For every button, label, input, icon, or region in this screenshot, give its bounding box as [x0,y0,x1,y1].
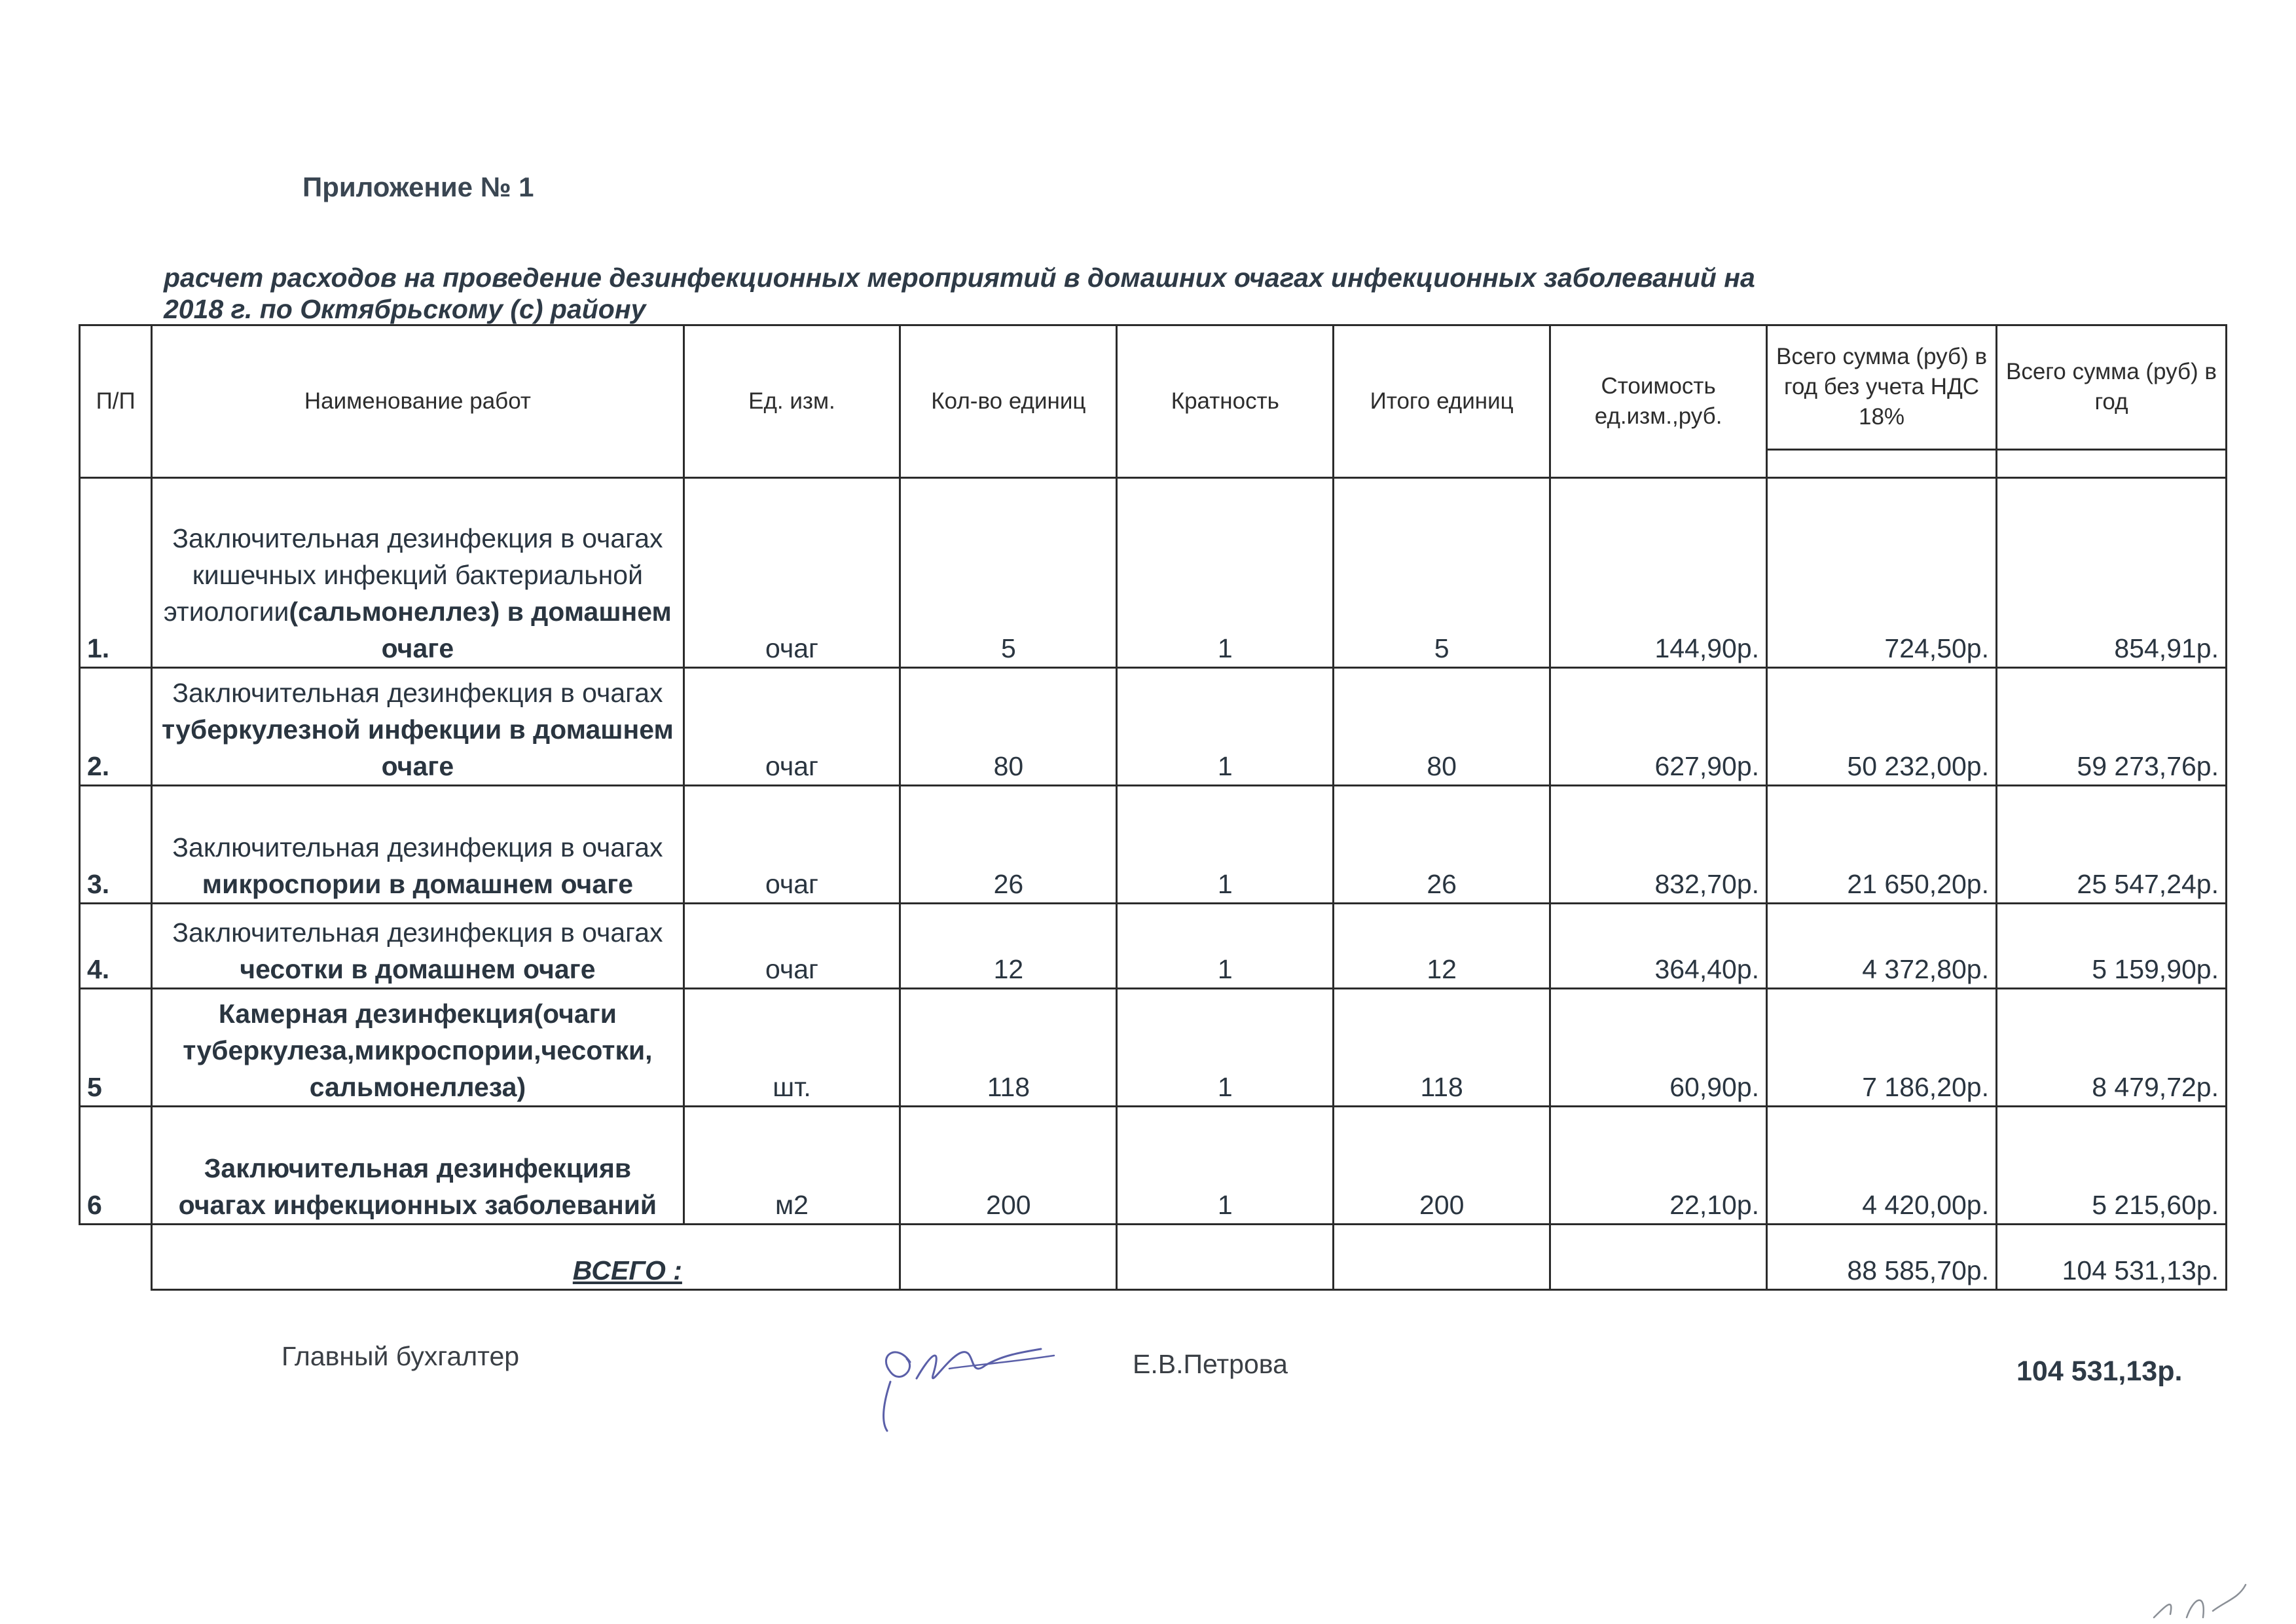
table-row [80,478,2227,668]
mult-cell: 1 [1117,668,1334,786]
unit-cell: шт. [683,989,900,1107]
row-number: 3. [80,786,152,904]
work-name-plain: Заключительная дезинфекция в очагах [172,832,663,862]
work-name [152,786,683,904]
work-name [152,989,683,1107]
unit-cell: м2 [683,1107,900,1225]
signer-name: Е.В.Петрова [1133,1349,1288,1379]
header-name: Наименование работ [152,325,683,478]
header-sum-year: Всего сумма (руб) в год [1997,325,2227,450]
work-name-bold: микроспории в домашнем очаге [202,869,633,899]
row-number: 5 [80,989,152,1107]
total-units-cell: 12 [1334,904,1550,989]
header-mult: Кратность [1117,325,1334,478]
work-name-bold: Камерная дезинфекция(очаги туберкулеза,микроспории,чесотки, сальмонеллеза) [183,999,653,1102]
sum-year-cell: 59 273,76р. [1997,668,2227,786]
work-name [152,478,683,668]
total-sum-no-vat: 88 585,70р. [1767,1225,1997,1290]
row-number: 2. [80,668,152,786]
table-row [80,904,2227,989]
sum-no-vat-cell: 4 372,80р. [1767,904,1997,989]
work-name-plain: Заключительная дезинфекция в очагах [172,678,663,708]
unit-cost-cell: 144,90р. [1550,478,1767,668]
total-empty-cell [1334,1225,1550,1290]
table-header-row [80,325,2227,450]
mult-cell: 1 [1117,989,1334,1107]
work-name-bold: Заключительная дезинфекцияв очагах инфекционных заболеваний [178,1153,657,1220]
unit-cost-cell: 22,10р. [1550,1107,1767,1225]
work-name-bold: (сальмонеллез) в домашнем очаге [289,597,672,663]
total-sum-year: 104 531,13р. [1997,1225,2227,1290]
corner-initials-mark [2147,1572,2252,1624]
row-number: 6 [80,1107,152,1225]
table-row [80,1107,2227,1225]
signature-image [871,1316,1067,1447]
qty-cell: 26 [900,786,1117,904]
mult-cell: 1 [1117,904,1334,989]
unit-cost-cell: 832,70р. [1550,786,1767,904]
sum-no-vat-cell: 50 232,00р. [1767,668,1997,786]
total-label: ВСЕГО : [152,1225,900,1290]
header-unit-cost: Стоимость ед.изм.,руб. [1550,325,1767,478]
work-name-bold: туберкулезной инфекции в домашнем очаге [161,714,674,781]
unit-cell: очаг [683,668,900,786]
total-row [80,1225,2227,1290]
cost-table [79,324,2227,1291]
unit-cell: очаг [683,904,900,989]
qty-cell: 5 [900,478,1117,668]
header-total-units: Итого единиц [1334,325,1550,478]
unit-cost-cell: 60,90р. [1550,989,1767,1107]
sum-year-cell: 5 215,60р. [1997,1107,2227,1225]
sum-year-cell: 8 479,72р. [1997,989,2227,1107]
total-units-cell: 200 [1334,1107,1550,1225]
qty-cell: 200 [900,1107,1117,1225]
total-units-cell: 118 [1334,989,1550,1107]
unit-cost-cell: 364,40р. [1550,904,1767,989]
mult-cell: 1 [1117,786,1334,904]
work-name-plain: Заключительная дезинфекция в очагах кишечных инфекций бактериальной этиологии [163,523,663,627]
grand-total: 104 531,13р. [2016,1356,2183,1387]
header-unit: Ед. изм. [683,325,900,478]
total-blank-cell [80,1225,152,1290]
unit-cell: очаг [683,786,900,904]
document-heading: расчет расходов на проведение дезинфекционных мероприятий в домашних очагах инфекционных заболеваний на 2018 г. по Октябрьскому (с) району [164,263,1755,324]
sum-no-vat-cell: 4 420,00р. [1767,1107,1997,1225]
work-name [152,668,683,786]
total-empty-cell [1550,1225,1767,1290]
sum-no-vat-cell: 724,50р. [1767,478,1997,668]
unit-cell: очаг [683,478,900,668]
row-number: 4. [80,904,152,989]
sum-year-cell: 854,91р. [1997,478,2227,668]
table-row [80,989,2227,1107]
mult-cell: 1 [1117,478,1334,668]
sum-year-cell: 25 547,24р. [1997,786,2227,904]
sum-year-cell: 5 159,90р. [1997,904,2227,989]
subheader-empty-cell [1997,449,2227,477]
work-name [152,904,683,989]
qty-cell: 80 [900,668,1117,786]
header-qty: Кол-во единиц [900,325,1117,478]
mult-cell: 1 [1117,1107,1334,1225]
qty-cell: 118 [900,989,1117,1107]
header-sum-no-vat: Всего сумма (руб) в год без учета НДС 18% [1767,325,1997,450]
work-name-plain: Заключительная дезинфекция в очагах [172,917,663,948]
sum-no-vat-cell: 7 186,20р. [1767,989,1997,1107]
appendix-title: Приложение № 1 [302,172,534,202]
header-num: П/П [80,325,152,478]
table-row [80,786,2227,904]
sum-no-vat-cell: 21 650,20р. [1767,786,1997,904]
chief-accountant-label: Главный бухгалтер [282,1341,520,1371]
table-row [80,668,2227,786]
total-units-cell: 26 [1334,786,1550,904]
total-empty-cell [1117,1225,1334,1290]
work-name [152,1107,683,1225]
row-number: 1. [80,478,152,668]
total-units-cell: 80 [1334,668,1550,786]
subheader-empty-cell [1767,449,1997,477]
qty-cell: 12 [900,904,1117,989]
work-name-bold: чесотки в домашнем очаге [240,954,596,984]
total-empty-cell [900,1225,1117,1290]
total-units-cell: 5 [1334,478,1550,668]
unit-cost-cell: 627,90р. [1550,668,1767,786]
